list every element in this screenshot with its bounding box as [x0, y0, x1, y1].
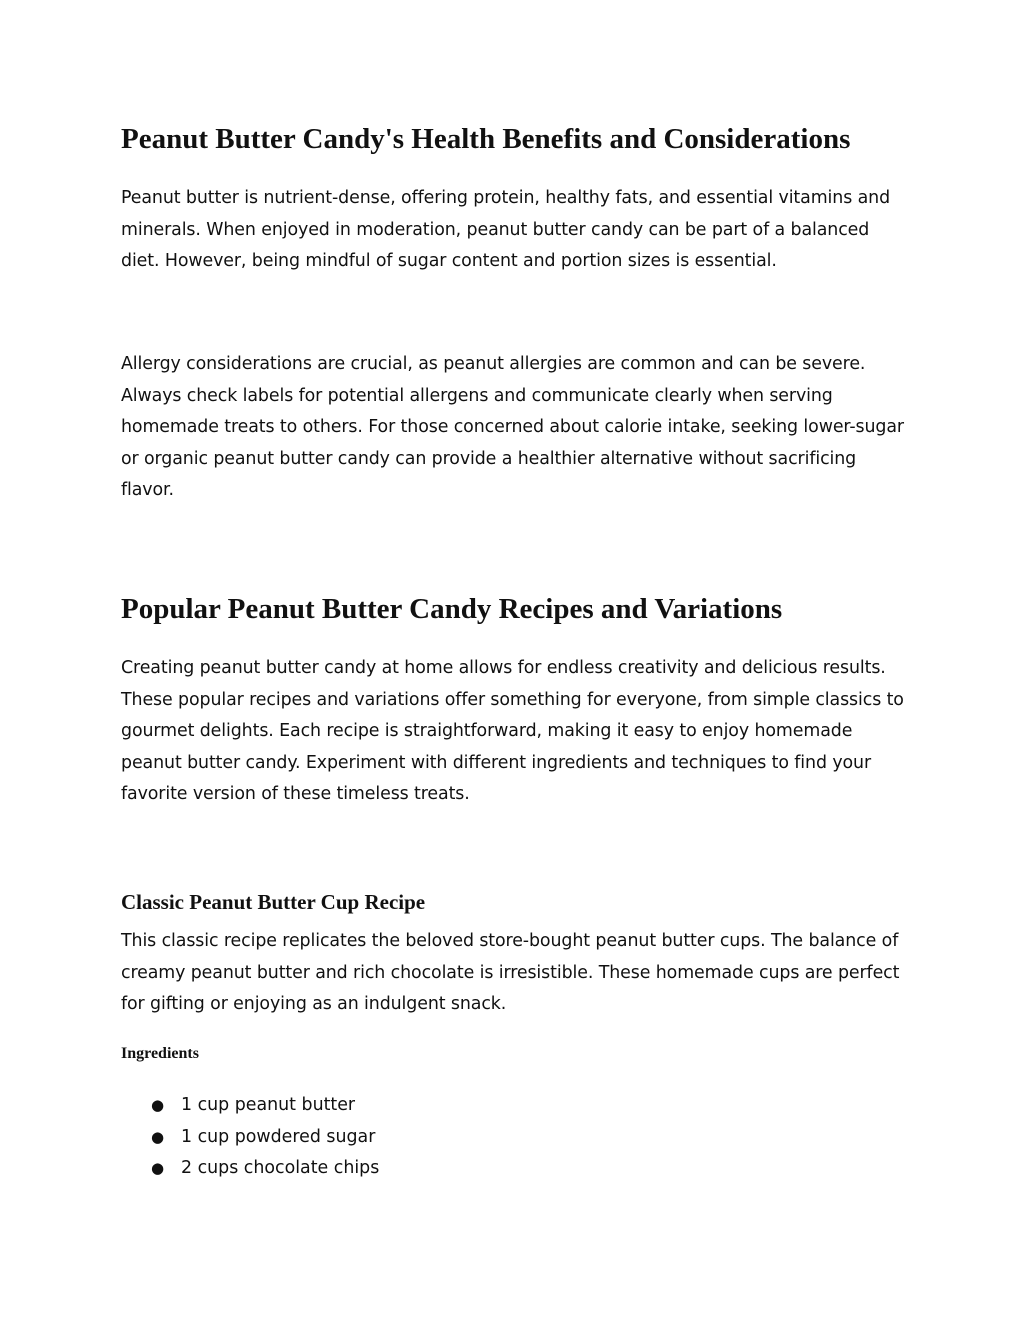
- ingredient-text: 1 cup peanut butter: [181, 1095, 356, 1115]
- list-item: [121, 1090, 379, 1122]
- ingredients-list: [121, 1090, 379, 1185]
- health-section-heading: Peanut Butter Candy's Health Benefits and Considerations: [121, 123, 851, 155]
- ingredients-heading: Ingredients: [121, 1045, 199, 1062]
- recipes-paragraph: Creating peanut butter candy at home allows for endless creativity and delicious results. These popular recipes and variations offer something for everyone, from simple classics to gourmet delights. Each recipe is straightforward, making it easy to enjoy homemade peanut butter candy. Experiment with different ingredients and techniques to find your favorite version of these timeless treats.: [121, 658, 904, 804]
- ingredient-text: 1 cup powdered sugar: [181, 1126, 376, 1147]
- bullet-icon: ●: [151, 1127, 165, 1146]
- ingredient-text: 2 cups chocolate chips: [181, 1158, 380, 1178]
- classic-recipe-heading: Classic Peanut Butter Cup Recipe: [121, 890, 426, 914]
- classic-recipe-paragraph: This classic recipe replicates the beloved store-bought peanut butter cups. The balance of creamy peanut butter and rich chocolate is irresistible. These homemade cups are perfect for gifting or enjoying as an indulgent snack.: [121, 931, 900, 1014]
- bullet-icon: ●: [151, 1159, 165, 1177]
- list-item: [121, 1122, 379, 1154]
- list-item: [121, 1153, 379, 1185]
- health-paragraph-1: Peanut butter is nutrient-dense, offering protein, healthy fats, and essential vitamins and minerals. When enjoyed in moderation, peanut butter candy can be part of a balanced diet. However, being mindful of sugar content and portion sizes is essential.: [121, 188, 891, 271]
- recipes-section-heading: Popular Peanut Butter Candy Recipes and Variations: [121, 593, 783, 625]
- bullet-icon: ●: [151, 1096, 165, 1114]
- health-paragraph-2: Allergy considerations are crucial, as peanut allergies are common and can be severe. Always check labels for potential allergens and communicate clearly when serving homemade treats to others. For those concerned about calorie intake, seeking lower-sugar or organic peanut butter candy can provide a healthier alternative without sacrificing flavor.: [121, 354, 904, 500]
